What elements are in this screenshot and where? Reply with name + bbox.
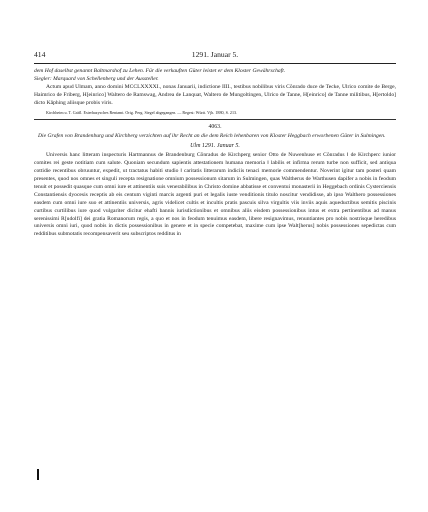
entry-body: Universis hanc litteram inspecturis Hartmannus de Brandenburg Cŏnradus de Kirchperg senior Otto de Nuwenhuse et Cŏnradus ‖ de Kirchperc iunior comites rei geste notitiam cum salute. Quoniam secundum sapientis attestationem humana memoria ‖ labilis et infirma rerum turbe non sufficit, sed antiqua cottidie recentibus obruuntur, expedit, ut tractatus habiti studio ‖ caritatis litterarum indiciis tenaci memorie commendentur. Noverint igitur tam posteri quam presentes, quod nos omnes et singuli recepta resignatione omnium possessionum sitarum in Sulmingen, quas Waltherus de Warthusen dapifer a nobis in feodum tenuit et possedit quasque cum omni iure et attinentiis suis venerabilibus in Christo domine abbatisse et conventui monasterii in Heggebach ordinis Cysterciensis Constantiensis dyocesis receptis ab eis centum viginti marcis argenti puri et legalis iuste venditionis titulo noscitur vendidisse, ab ipso Walthero possessiones easdem cum omni iure suo et attinentiis universis, agris videlicet cultis et incultis pratis pascuis silva virgultis viis inviis aquis aqueductibus semitis piscinis curtibus curtilibus iure quod vulgariter dicitur ehafti bannis iurisdictionibus et omnibus aliis eisdem possessionibus intus et extra pertinentibus ad manus serenissimi R[udolfi] dei gratia Romanorum regis, a quo et nos in feodum tenuimus easdem, libere resignavimus, renuntiantes pro nobis nostrisque heredibus universis omni iuri, quod nobis in dictis possessionibus in genere et in specie competebat, maxime cum ipse Walt[herus] nobis possessiones sepedictas cum redditibus submotatis recompensaverit seu subscriptos redditus in — [34, 152, 396, 238]
header-rule — [34, 63, 396, 64]
prev-entry-source-note: Kirchheim u. T. Gräfl. Esterhazysches Rentamt. Orig. Perg. Siegel abgegangen. — Regest: Württ. Vjh. 1880, S. 213. — [46, 109, 238, 115]
section-divider — [34, 119, 396, 120]
document-page — [34, 50, 396, 239]
margin-mark — [37, 469, 39, 480]
page-number: 414 — [34, 50, 46, 59]
running-header — [34, 50, 396, 61]
entry-title: Die Grafen von Brandenburg und Kirchberg verzichten auf ihr Recht an die dem Reich lehenbaren von Kloster Heggbach erworbenen Güter in Sulmingen. — [38, 132, 386, 139]
prev-entry-summary: dem Hof daselbst genannt Baltmarshof zu Lehen. Für die verkauften Güter leistet er dem Kloster Gewährschaft. — [34, 68, 286, 74]
running-head: 1291. Januar 5. — [191, 50, 239, 59]
entry-dateline: Ulm 1291. Januar 5. — [190, 143, 240, 150]
prev-entry-body: Actum apud Ulmam, anno domini MCCLXXXXI., nonas Januarii, indictione IIII., testibus nobilibus viris Cŏnrado duce de Tecke, Ulrico comite de Berge, Haimrico de Friberg, H[einrico] Waltero de Ramswag, Andrea de Lanquat, Waltero de Mungoltingen, Ulrico de Tanne, H[einrico] de Tanne militibus, H[ertoldo] dicto Kåphing aliisque probis viris. — [34, 83, 396, 106]
prev-entry-sealers: Siegler: Marquard von Schellenberg und der Aussteller. — [34, 75, 159, 82]
entry-number: 4063. — [208, 123, 222, 130]
